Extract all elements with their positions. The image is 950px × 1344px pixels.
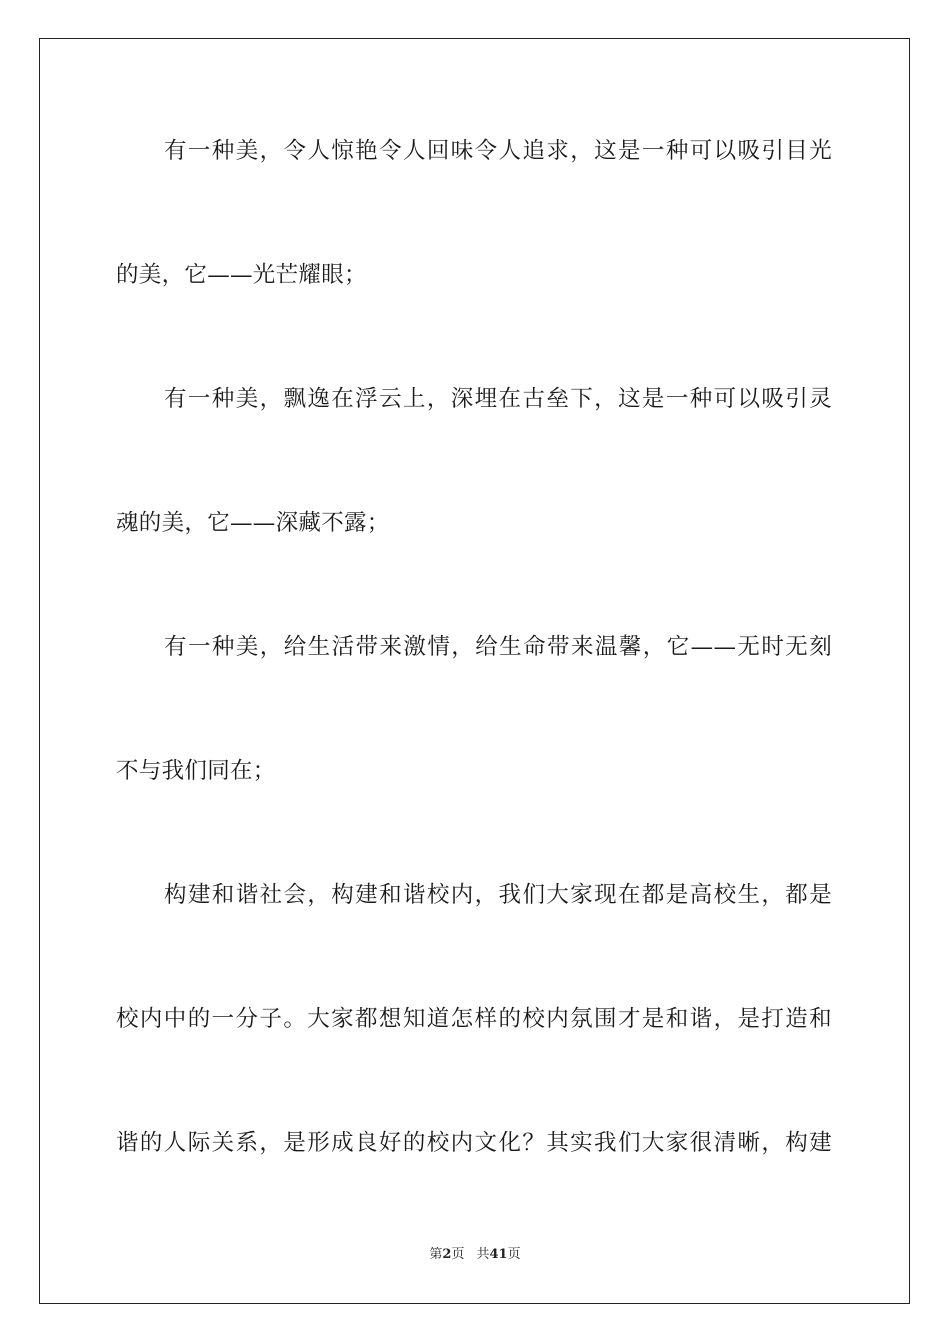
total-suffix: 页 [507, 1247, 521, 1262]
text-line-7: 构建和谐社会，构建和谐校内，我们大家现在都是高校生，都是 [164, 882, 832, 908]
total-pages: 41 [489, 1247, 508, 1262]
page-prefix: 第 [429, 1247, 443, 1262]
text-line-6: 不与我们同在； [116, 758, 276, 784]
text-line-5: 有一种美，给生活带来激情，给生命带来温馨，它——无时无刻 [164, 634, 832, 660]
text-line-9: 谐的人际关系，是形成良好的校内文化？其实我们大家很清晰，构建 [116, 1130, 832, 1156]
page-footer [0, 1246, 950, 1264]
text-line-8: 校内中的一分子。大家都想知道怎样的校内氛围才是和谐，是打造和 [116, 1006, 832, 1032]
text-line-3: 有一种美，飘逸在浮云上，深埋在古垒下，这是一种可以吸引灵 [164, 386, 832, 412]
text-line-1: 有一种美，令人惊艳令人回味令人追求，这是一种可以吸引目光 [164, 138, 832, 164]
text-line-4: 魂的美，它——深藏不露； [116, 510, 390, 536]
total-prefix: 共 [476, 1247, 490, 1262]
page-border [39, 38, 910, 1304]
page-number: 2 [442, 1247, 452, 1262]
page-suffix: 页 [451, 1247, 465, 1262]
text-line-2: 的美，它——光芒耀眼； [116, 262, 367, 288]
